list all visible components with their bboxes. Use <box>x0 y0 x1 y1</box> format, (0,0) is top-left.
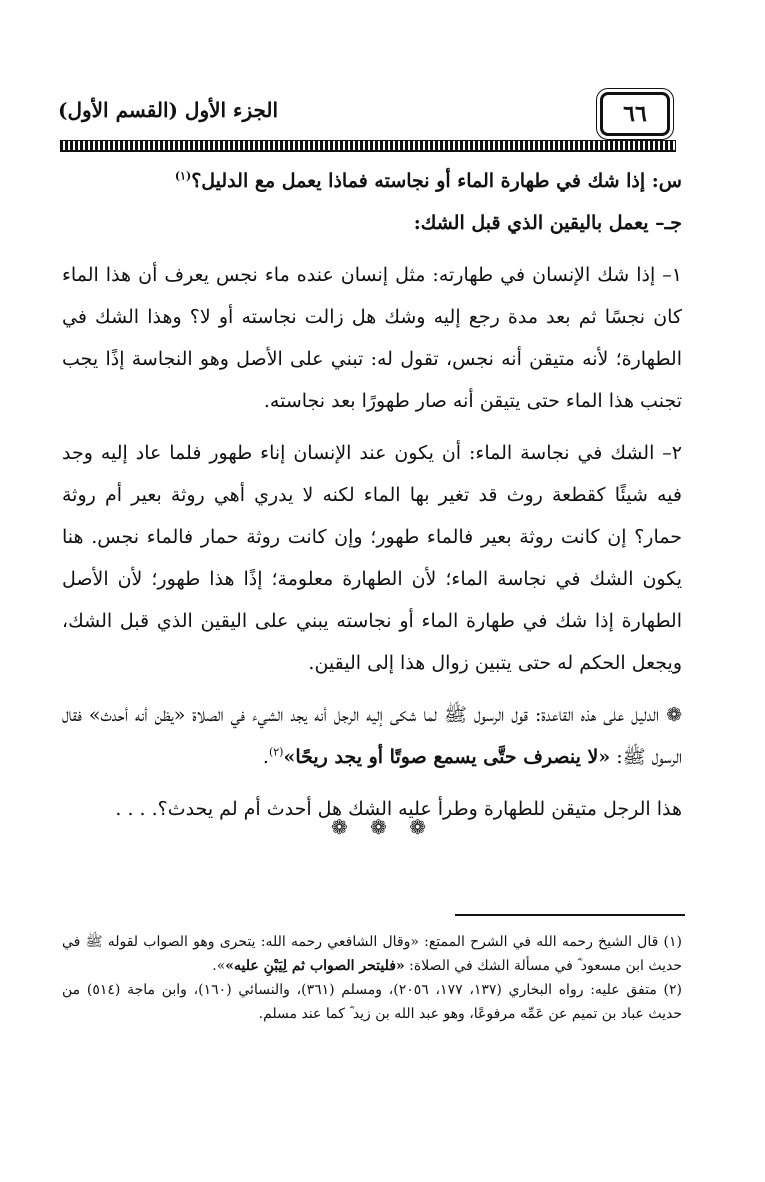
question-paragraph <box>62 160 682 202</box>
answer-heading: جـ– يعمل باليقين الذي قبل الشك: <box>413 212 682 234</box>
main-text <box>62 160 682 830</box>
footnote-1-text: (١) قال الشيخ رحمه الله في الشرح الممتع: «وقال الشافعي رحمه الله: يتحرى وهو الصواب لقوله ﷺ في حديث ابن مسعود ؓ في مسألة الشك في الصلاة: <box>62 934 682 974</box>
conclusion-paragraph: هذا الرجل متيقن للطهارة وطرأ عليه الشك هل أحدث أم لم يحدث؟. . . . <box>115 798 682 820</box>
paragraph-1: ١– إذا شك الإنسان في طهارته: مثل إنسان عنده ماء نجس يعرف أن هذا الماء كان نجسًا ثم بعد مدة رجع إليه وشك هل زالت نجاسته أو لا؟ وهذا الشك في الطهارة؛ لأنه متيقن أنه نجس، تقول له: تبني على الأصل وهو النجاسة إذًا يجب تجنب هذا الماء حتى يتيقن أنه صار طهورًا بعد نجاسته. <box>62 264 682 412</box>
header-divider <box>60 140 676 152</box>
paragraph-2: ٢– الشك في نجاسة الماء: أن يكون عند الإنسان إناء طهور فلما عاد إليه وجد فيه شيئًا كقطعة روث قد تغير بها الماء لكنه لا يدري أهي روثة بعير أم روثة حمار؟ إن كانت روثة بعير فالماء طهور؛ وإن كانت روثة حمار فالماء نجس. هنا يكون الشك في نجاسة الماء؛ لأن الطهارة معلومة؛ إذًا هذا طهور؛ لأن الأصل الطهارة إذا شك في طهارة الماء أو نجاسته يبني على اليقين الذي قبل الشك، ويجعل الحكم له حتى يتبين زوال هذا إلى اليقين. <box>62 442 682 674</box>
running-title: الجزء الأول (القسم الأول) <box>58 98 279 122</box>
footnote-divider <box>455 914 685 916</box>
footnotes <box>62 930 682 1026</box>
page-number: ٦٦ <box>600 92 670 136</box>
footnote-ref-1: (١) <box>174 169 192 183</box>
question-text: س: إذا شك في طهارة الماء أو نجاسته فماذا يعمل مع الدليل؟ <box>191 170 682 192</box>
page-header <box>58 82 678 138</box>
footnote-ref-2: (٢) <box>268 745 284 759</box>
footnote-2: (٢) متفق عليه: رواه البخاري (١٣٧، ١٧٧، ٢٠٥٦)، ومسلم (٣٦١)، والنسائي (١٦٠)، وابن ماجة (٥١٤) من حديث عباد بن تميم عن عَمِّه مرفوعًا، وهو عبد الله بن زيد ؓ كما عند مسلم. <box>62 982 683 1022</box>
section-ornaments: ❁ ❁ ❁ <box>331 815 434 839</box>
footnote-1 <box>62 930 682 978</box>
footnote-1-end: ». <box>212 958 226 974</box>
footnote-1-quote: «فليتحر الصواب ثم لِيَبْنِ عليه» <box>225 958 405 974</box>
evidence-paragraph <box>62 694 682 778</box>
evidence-text: ❁ الدليل على هذه القاعدة: قول الرسول ﷺ لما شكى إليه الرجل أنه يجد الشيء في الصلاة «يظن أنه أحدث» فقال الرسول ﷺ: <box>62 704 682 768</box>
evidence-end: . <box>262 746 269 768</box>
hadith-quote: «لا ينصرف حتَّى يسمع صوتًا أو يجد ريحًا» <box>283 746 611 768</box>
